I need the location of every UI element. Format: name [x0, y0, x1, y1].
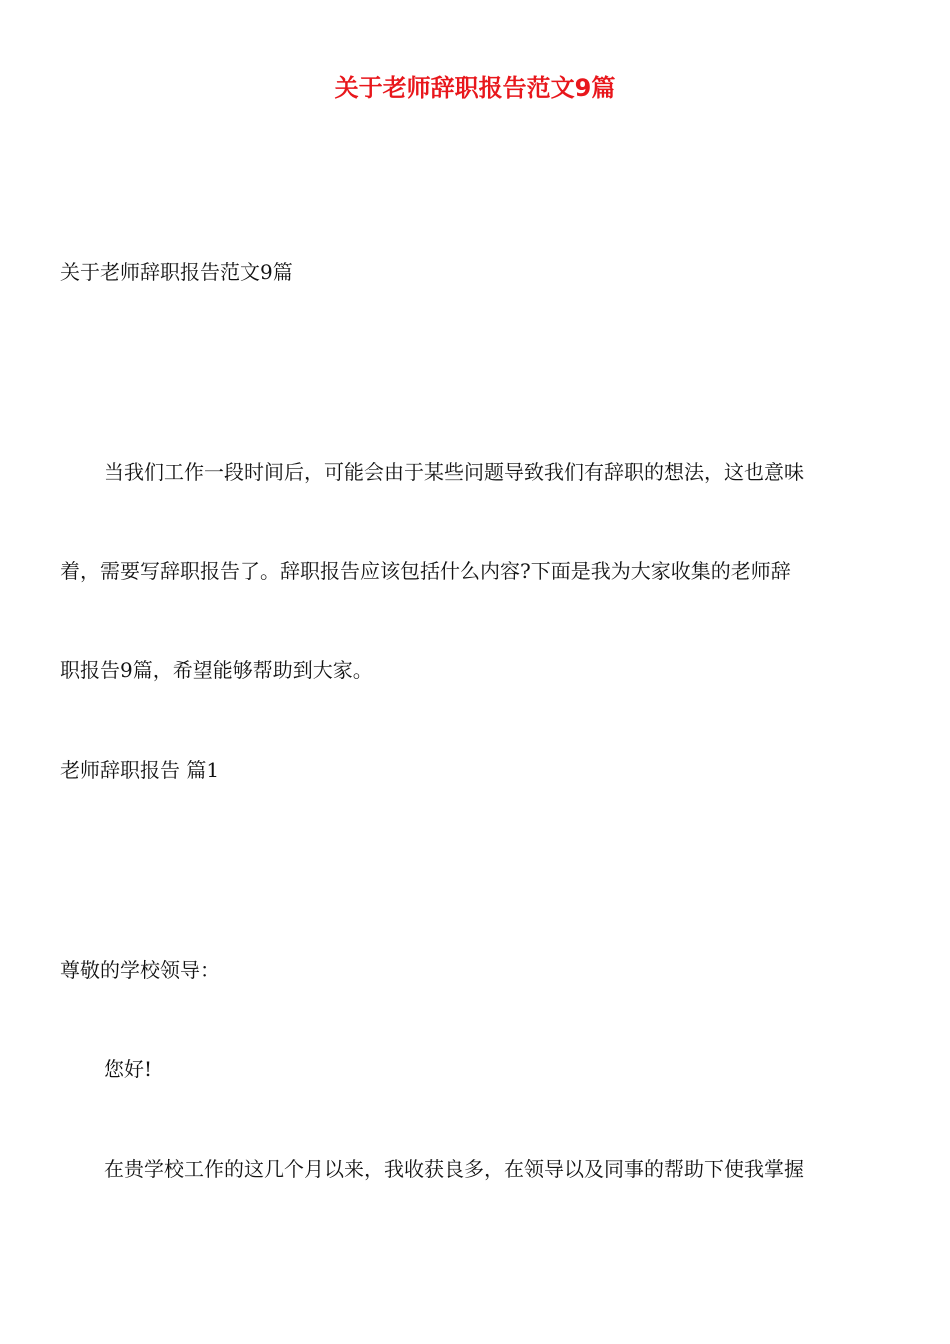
- intro-line-2: 着，需要写辞职报告了。辞职报告应该包括什么内容?下面是我为大家收集的老师辞: [60, 559, 791, 583]
- document-title: 关于老师辞职报告范文9篇: [334, 74, 616, 102]
- intro-line-1: 当我们工作一段时间后，可能会由于某些问题导致我们有辞职的想法，这也意味: [104, 460, 804, 484]
- salutation: 尊敬的学校领导：: [60, 958, 220, 982]
- document-subtitle: 关于老师辞职报告范文9篇: [60, 260, 293, 284]
- body-line-1: 在贵学校工作的这几个月以来，我收获良多，在领导以及同事的帮助下使我掌握: [104, 1157, 804, 1181]
- intro-line-3: 职报告9篇，希望能够帮助到大家。: [60, 658, 373, 682]
- section-heading: 老师辞职报告 篇1: [60, 758, 220, 782]
- greeting: 您好!: [104, 1057, 153, 1081]
